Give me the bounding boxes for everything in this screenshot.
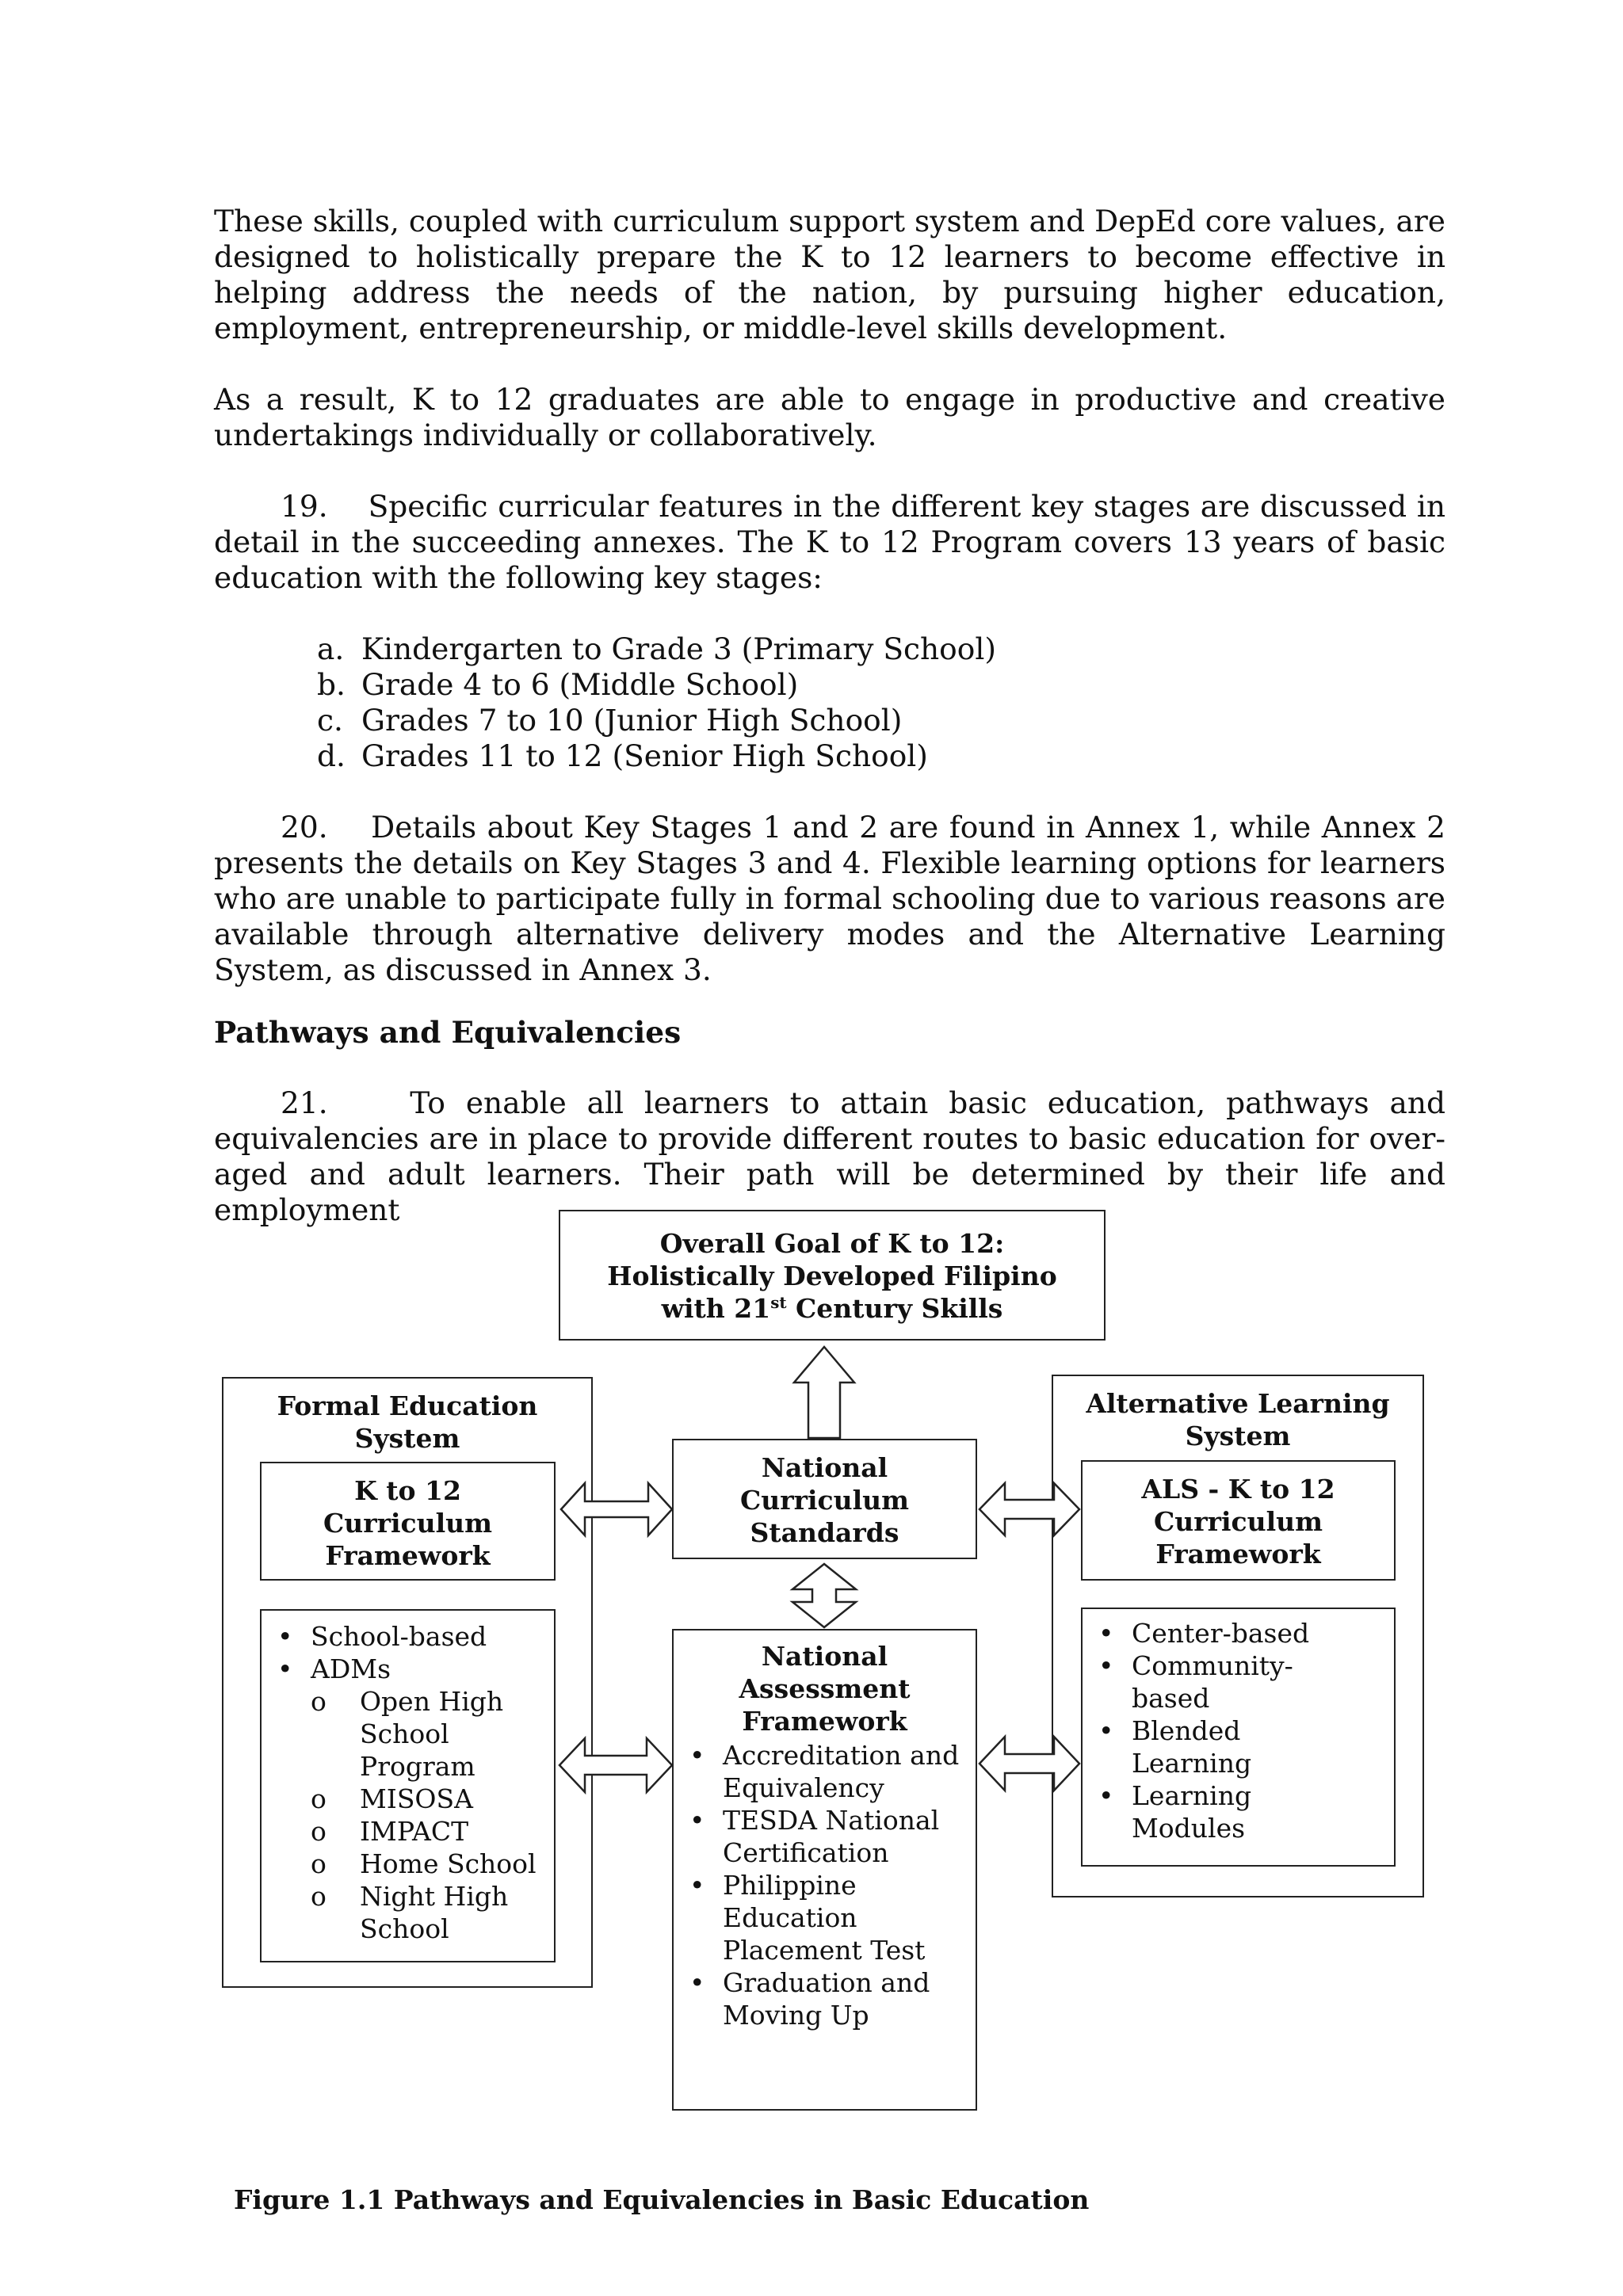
horizontal-double-arrow-icon (559, 1738, 672, 1792)
k12-framework-label: K to 12 Curriculum Framework (323, 1475, 493, 1571)
list-item: o Night High School (262, 1880, 554, 1945)
horizontal-double-arrow-icon (980, 1483, 1079, 1535)
als-framework-label: ALS - K to 12 Curriculum Framework (1141, 1474, 1335, 1569)
section-heading: Pathways and Equivalencies (214, 1015, 682, 1050)
paragraph-skills: These skills, coupled with curriculum support system and DepEd core values, are designed to holistically prepare the K to 12 learners to become effective in helping address the needs of the nation, by pursuing higher education, employment, entrepreneurship, or middle-level skills development. (214, 204, 1445, 345)
standards-label: National Curriculum Standards (739, 1452, 910, 1548)
goal-line-1: Overall Goal of K to 12: (659, 1228, 1005, 1259)
paragraph-text: Details about Key Stages 1 and 2 are found in Annex 1, while Annex 2 presents the details on Key Stages 3 and 4. Flexible learning options for learners who are unable to participate fully in formal schooling due to various reasons are available through alternative delivery modes and the Alternative Learning System, as discussed in Annex 3. (214, 810, 1445, 987)
figure-caption: Figure 1.1 Pathways and Equivalencies in Basic Education (234, 2184, 1090, 2215)
formal-education-title: Formal Education System (277, 1390, 538, 1454)
list-item: • Blended Learning (1083, 1714, 1362, 1779)
list-item: • ADMs (262, 1653, 554, 1685)
up-arrow-icon (794, 1347, 854, 1438)
horizontal-double-arrow-icon (561, 1483, 672, 1535)
paragraph-number: 20. (281, 810, 328, 845)
list-item: c. Grades 7 to 10 (Junior High School) (317, 703, 903, 738)
list-item: b. Grade 4 to 6 (Middle School) (317, 667, 799, 702)
list-item: o IMPACT (262, 1815, 554, 1848)
list-item: d. Grades 11 to 12 (Senior High School) (317, 738, 928, 773)
list-item: • Center-based (1083, 1617, 1362, 1650)
list-item: o Home School (262, 1848, 554, 1880)
als-title: Alternative Learning System (1086, 1388, 1390, 1451)
list-item: • School-based (262, 1620, 554, 1653)
list-item: o MISOSA (262, 1783, 554, 1815)
list-item: a. Kindergarten to Grade 3 (Primary School) (317, 631, 996, 666)
goal-line-3: with 21st Century Skills (661, 1293, 1003, 1324)
paragraph-number: 19. (281, 489, 328, 524)
paragraph-number: 21. (281, 1085, 328, 1120)
paragraph-text: To enable all learners to attain basic education, pathways and equivalencies are in place to provide different routes to basic education for over-aged and adult learners. Their path will be determined by their life and employment (214, 1085, 1445, 1227)
paragraph-result: As a result, K to 12 graduates are able to engage in productive and creative undertakings individually or collaboratively. (214, 382, 1445, 452)
assessment-title: National Assessment Framework (739, 1641, 911, 1737)
goal-line-2: Holistically Developed Filipino (607, 1261, 1057, 1291)
paragraph-text: Specific curricular features in the different key stages are discussed in detail in the succeeding annexes. The K to 12 Program covers 13 years of basic education with the following key stages: (214, 489, 1445, 595)
list-item: • Accreditation and Equivalency (674, 1739, 960, 1804)
list-item: • Learning Modules (1083, 1779, 1362, 1844)
list-item: • Graduation and Moving Up (674, 1966, 960, 2031)
vertical-double-arrow-icon (792, 1564, 856, 1627)
list-item: • TESDA National Certification (674, 1804, 960, 1869)
horizontal-double-arrow-icon (980, 1737, 1079, 1791)
list-item: • Philippine Education Placement Test (674, 1869, 960, 1966)
list-item: o Open High School Program (262, 1685, 554, 1783)
list-item: • Community-based (1083, 1650, 1362, 1714)
